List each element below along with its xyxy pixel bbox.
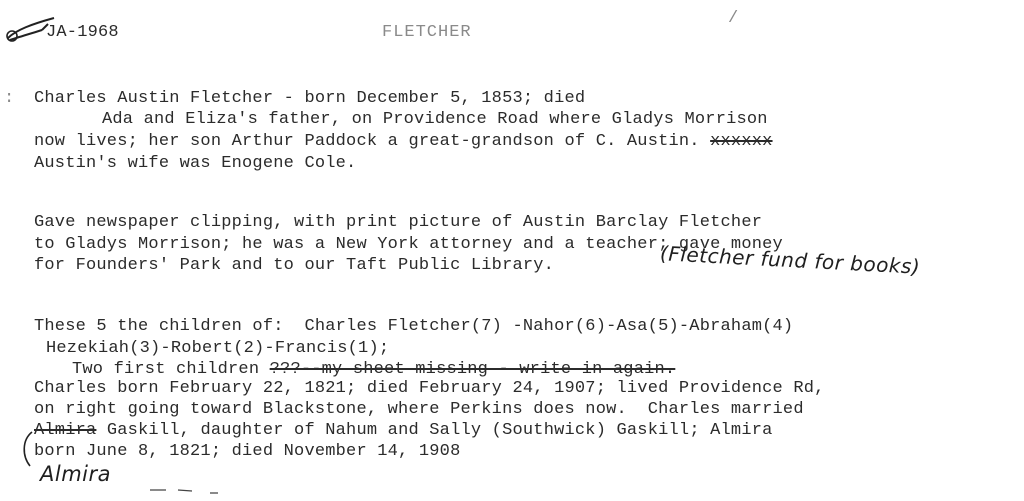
para3-line2: Hezekiah(3)-Robert(2)-Francis(1); [46,339,390,358]
handwritten-bracket [18,430,38,470]
para3-line6-text: Gaskill, daughter of Nahum and Sally (Southwick) Gaskill; Almira [96,421,773,440]
para1-line4: Austin's wife was Enogene Cole. [34,154,357,173]
para3-line7: born June 8, 1821; died November 14, 1908 [34,442,461,461]
para3-line1: These 5 the children of: Charles Fletcher(7) -Nahor(6)-Asa(5)-Abraham(4) [34,317,794,336]
para3-line6-struck: Almira [34,421,97,440]
para1-line2: Ada and Eliza's father, on Providence Road where Gladys Morrison [102,110,768,129]
para1-line3-text: now lives; her son Arthur Paddock a great-grandson of C. Austin. [34,132,700,151]
para2-line1: Gave newspaper clipping, with print picture of Austin Barclay Fletcher [34,213,763,232]
para3-line3-text: Two first children [72,360,270,379]
handwritten-note-almira: Almira [40,462,111,486]
document-reference: JA-1968 [46,23,119,42]
para3-line5: on right going toward Blackstone, where Perkins does now. Charles married [34,400,804,419]
handwritten-note-fletcher-fund: (Fletcher fund for books) [659,241,921,279]
document-title: FLETCHER [382,23,472,42]
para3-line6 [34,420,773,442]
para1-line3 [34,131,773,153]
para2-line2: to Gladys Morrison; he was a New York attorney and a teacher; gave money [34,235,783,254]
para1-line3-struck: xxxxxx [710,132,773,151]
para3-line4: Charles born February 22, 1821; died February 24, 1907; lived Providence Rd, [34,379,825,398]
para3-line3-struck: ???--my sheet missing - write in again. [269,360,676,379]
para2-line3: for Founders' Park and to our Taft Public Library. [34,256,555,275]
para1-line1: Charles Austin Fletcher - born December 5, 1853; died [34,89,586,108]
margin-mark: : [4,89,15,108]
tick-mark: / [728,9,739,28]
stray-dashes [148,484,238,498]
